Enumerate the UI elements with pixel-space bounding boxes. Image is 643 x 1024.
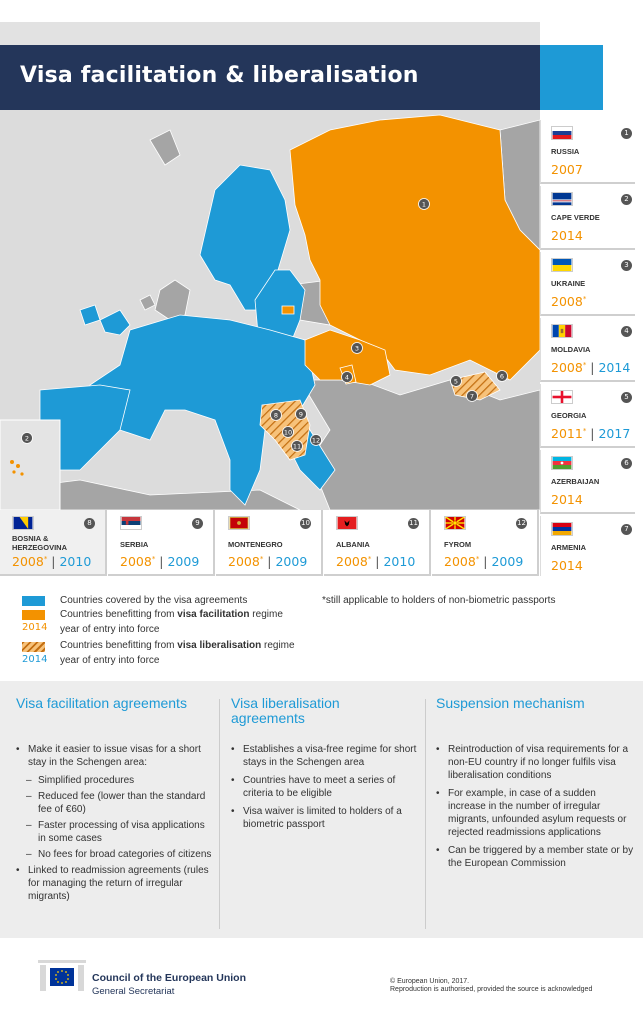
- legend-hatched-swatch: [22, 642, 45, 652]
- serbia-year: 2009: [167, 554, 200, 569]
- map-marker-10: [283, 427, 294, 438]
- list-item: • For example, in case of a sudden increase in the number of irregular migrants, unfounded asylum requests or rejected readmissions applications: [434, 787, 634, 839]
- country-number-badge: 12: [517, 519, 526, 527]
- legend-facilitation-year: 2014: [22, 622, 48, 633]
- panel-liberalisation-list: [229, 743, 419, 836]
- serbia-year: 2008*: [120, 554, 156, 569]
- title-accent: [540, 45, 603, 110]
- country-number-badge: 3: [621, 260, 632, 271]
- country-years: [551, 492, 583, 507]
- visa-facilitation-countries: [282, 115, 540, 385]
- copyright: © European Union, 2017.: [390, 978, 470, 985]
- country-number-badge: 5: [621, 392, 632, 403]
- top-strip: [0, 0, 643, 22]
- panel-suspension: [426, 681, 643, 938]
- council-logo-icon: [36, 956, 88, 996]
- georgia-year: 2017: [598, 426, 631, 441]
- country-years: 2008* | 2009: [228, 554, 308, 569]
- serbia-flag-icon: [120, 516, 142, 530]
- legend-orange-swatch: [22, 610, 45, 620]
- map-marker-8: [271, 410, 282, 421]
- country-name: ALBANIA: [336, 540, 370, 549]
- map-marker-11: [292, 441, 303, 452]
- georgia-year: 2011*: [551, 426, 587, 441]
- map-marker-9: [296, 409, 307, 420]
- panel-facilitation-title: Visa facilitation agreements: [16, 695, 187, 711]
- list-item: • Can be triggered by a member state or by the European Commission: [434, 844, 634, 870]
- ukraine-flag-icon: [551, 258, 573, 272]
- title-bar: [0, 45, 540, 110]
- side-country-panel: [540, 120, 643, 576]
- country-card-georgia: [540, 384, 635, 448]
- country-card-albania: [324, 510, 431, 576]
- country-number-badge: 1: [621, 128, 632, 139]
- bosnia-herzegovina-year: 2010: [59, 554, 92, 569]
- legend-facilitation-text: Countries benefitting from visa facilitation regime: [60, 609, 283, 620]
- country-name: ARMENIA: [551, 543, 586, 552]
- country-number-badge: 10: [301, 519, 310, 527]
- moldavia-year: 2014: [598, 360, 631, 375]
- sub-list-item: – No fees for broad categories of citizens: [14, 848, 214, 861]
- country-name: SERBIA: [120, 540, 149, 549]
- panel-liberalisation: [220, 681, 425, 938]
- country-card-serbia: [108, 510, 215, 576]
- country-name: MONTENEGRO: [228, 540, 283, 549]
- legend-liberalisation-year: 2014: [22, 654, 48, 665]
- fyrom-year: 2009: [491, 554, 524, 569]
- org-name: Council of the European Union: [92, 972, 246, 984]
- armenia-year: 2014: [551, 558, 583, 573]
- country-card-ukraine: [540, 252, 635, 316]
- azerbaijan-year: 2014: [551, 492, 583, 507]
- page-title: Visa facilitation & liberalisation: [20, 63, 419, 88]
- country-name: GEORGIA: [551, 411, 587, 420]
- svg-text:10: 10: [283, 428, 293, 437]
- country-card-armenia: [540, 516, 635, 580]
- fyrom-flag-icon: [444, 516, 466, 530]
- svg-text:9: 9: [298, 410, 304, 419]
- bottom-country-panel: [0, 510, 540, 576]
- map-marker-7: [467, 391, 478, 402]
- country-card-azerbaijan: [540, 450, 635, 514]
- map-marker-2: [22, 433, 33, 444]
- country-number-badge: 6: [621, 458, 632, 469]
- russia-year: 2007: [551, 162, 583, 177]
- panel-liberalisation-title: Visa liberalisation agreements: [231, 695, 340, 726]
- moldavia-year: 2008*: [551, 360, 587, 375]
- albania-year: 2008*: [336, 554, 372, 569]
- country-name: MOLDAVIA: [551, 345, 591, 354]
- albania-flag-icon: [336, 516, 358, 530]
- country-name: AZERBAIJAN: [551, 477, 600, 486]
- list-item: • Countries have to meet a series of criteria to be eligible: [229, 774, 419, 800]
- list-item: • Establishes a visa-free regime for short stays in the Schengen area: [229, 743, 419, 769]
- fyrom-year: 2008*: [444, 554, 480, 569]
- info-panels: [0, 681, 643, 938]
- svg-text:3: 3: [354, 344, 360, 353]
- country-years: 2008* | 2009: [120, 554, 200, 569]
- footer: [0, 938, 643, 1024]
- georgia-flag-icon: [551, 390, 573, 404]
- country-years: [551, 558, 583, 573]
- ukraine-year: 2008*: [551, 294, 587, 309]
- sub-list-item: – Reduced fee (lower than the standard fee of €60): [14, 790, 214, 816]
- panel-suspension-list: [434, 743, 634, 875]
- country-years: 2008* | 2009: [444, 554, 524, 569]
- montenegro-year: 2009: [275, 554, 308, 569]
- country-name: BOSNIA & HERZEGOVINA: [12, 534, 68, 552]
- svg-text:11: 11: [292, 442, 302, 451]
- reproduction-note: Reproduction is authorised, provided the source is acknowledged: [390, 986, 593, 993]
- bosnia-herzegovina-year: 2008*: [12, 554, 48, 569]
- country-card-bosnia-herzegovina: [0, 510, 107, 576]
- list-item: • Make it easier to issue visas for a short stay in the Schengen area:: [14, 743, 214, 769]
- svg-text:4: 4: [344, 373, 350, 382]
- header-band: [0, 22, 540, 45]
- country-number-badge: 2: [621, 194, 632, 205]
- map-marker-3: [352, 343, 363, 354]
- svg-text:5: 5: [453, 377, 459, 386]
- svg-text:2: 2: [24, 434, 30, 443]
- country-card-montenegro: [216, 510, 323, 576]
- svg-text:6: 6: [499, 372, 505, 381]
- org-subname: General Secretariat: [92, 986, 175, 997]
- map-svg: [0, 110, 540, 510]
- panel-suspension-title: Suspension mechanism: [436, 695, 585, 711]
- svg-text:8: 8: [273, 411, 279, 420]
- legend-liberalisation-year-text: year of entry into force: [60, 655, 160, 666]
- list-item: • Linked to readmission agreements (rules for managing the return of irregular migrants): [14, 864, 214, 903]
- list-item: • Reintroduction of visa requirements for a non-EU country if no longer fulfils visa liberalisation conditions: [434, 743, 634, 782]
- country-years: 2008* | 2010: [336, 554, 416, 569]
- montenegro-year: 2008*: [228, 554, 264, 569]
- map-marker-5: [451, 376, 462, 387]
- legend-liberalisation-text: Countries benefitting from visa liberalisation regime: [60, 640, 295, 651]
- country-number-badge: 8: [84, 518, 95, 529]
- legend-facilitation-year-text: year of entry into force: [60, 624, 160, 635]
- map-marker-4: [342, 372, 353, 383]
- sub-list-item: – Faster processing of visa applications in some cases: [14, 819, 214, 845]
- country-years: 2011* | 2017: [551, 426, 631, 441]
- albania-year: 2010: [383, 554, 416, 569]
- legend-schengen-text: Countries covered by the visa agreements: [60, 595, 248, 606]
- map-marker-1: [419, 199, 430, 210]
- map-marker-6: [497, 371, 508, 382]
- cape-verde-year: 2014: [551, 228, 583, 243]
- country-name: UKRAINE: [551, 279, 586, 288]
- legend-note: *still applicable to holders of non-biometric passports: [322, 595, 556, 606]
- country-card-russia: [540, 120, 635, 184]
- legend-blue-swatch: [22, 596, 45, 606]
- country-number-badge: 11: [409, 519, 418, 527]
- panel-facilitation: [0, 681, 218, 938]
- country-years: [551, 162, 583, 177]
- country-card-fyrom: [432, 510, 539, 576]
- country-card-moldavia: [540, 318, 635, 382]
- country-years: [551, 228, 583, 243]
- panel-facilitation-list: [14, 743, 214, 908]
- country-number-badge: 4: [621, 326, 632, 337]
- svg-text:12: 12: [311, 436, 321, 445]
- sub-list-item: – Simplified procedures: [14, 774, 214, 787]
- bosnia-flag-icon: [12, 516, 34, 530]
- russia-flag-icon: [551, 126, 573, 140]
- country-years: 2008* | 2010: [12, 554, 92, 569]
- country-name: RUSSIA: [551, 147, 580, 156]
- svg-text:1: 1: [421, 200, 427, 209]
- country-years: 2008* | 2014: [551, 360, 631, 375]
- svg-text:7: 7: [469, 392, 475, 401]
- country-years: [551, 294, 586, 309]
- azerbaijan-flag-icon: [551, 456, 573, 470]
- country-number-badge: 9: [192, 518, 203, 529]
- legend: [0, 576, 643, 680]
- montenegro-flag-icon: [228, 516, 250, 530]
- armenia-flag-icon: [551, 522, 573, 536]
- map-marker-12: [311, 435, 322, 446]
- country-card-cape-verde: [540, 186, 635, 250]
- list-item: • Visa waiver is limited to holders of a biometric passport: [229, 805, 419, 831]
- country-name: CAPE VERDE: [551, 213, 600, 222]
- country-number-badge: 7: [621, 524, 632, 535]
- moldova-flag-icon: [551, 324, 573, 338]
- europe-map: [0, 110, 540, 510]
- country-name: FYROM: [444, 540, 472, 549]
- cape-verde-flag-icon: [551, 192, 573, 206]
